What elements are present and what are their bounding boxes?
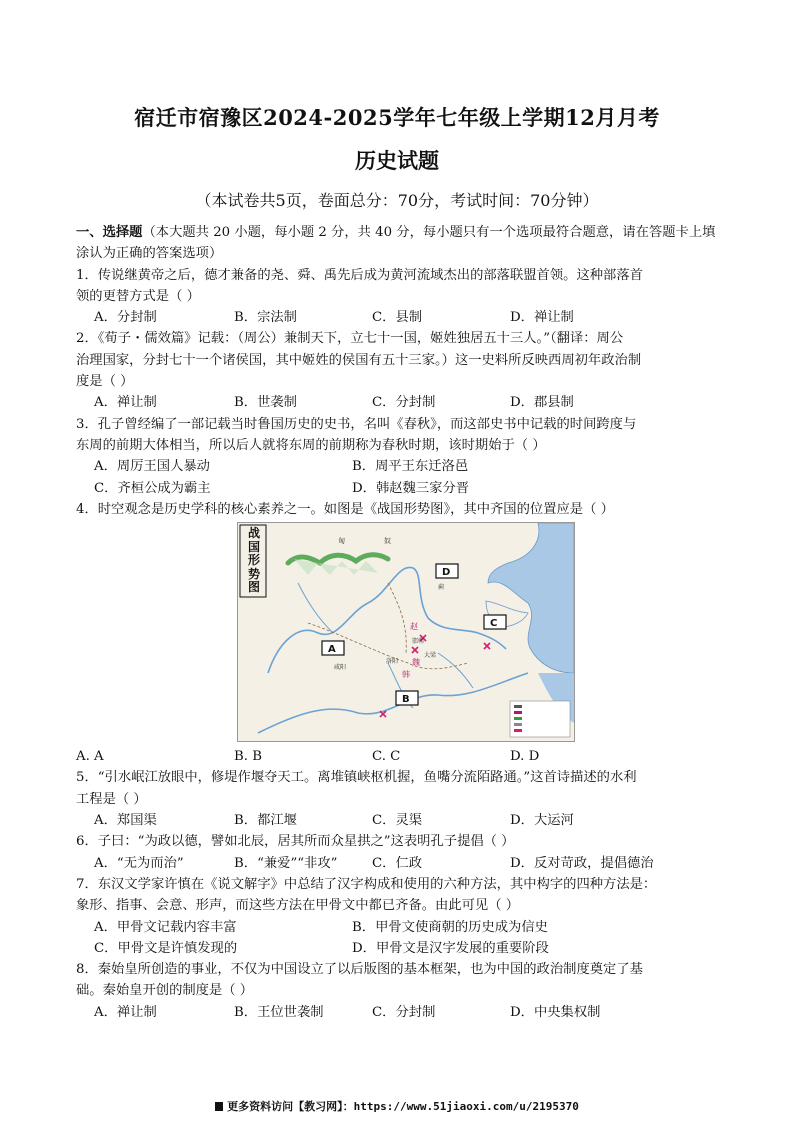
question-8-line-1: 8．秦始皇所创造的事业，不仅为中国设立了以后版图的基本框架，也为中国的政治制度奠定了基 bbox=[76, 962, 643, 978]
warring-states-map bbox=[237, 522, 575, 742]
subject-title: 历史试题 bbox=[355, 148, 439, 173]
option-d[interactable]: D．大运河 bbox=[510, 813, 574, 829]
city-luoyang: 洛阳 bbox=[386, 658, 399, 666]
option-a[interactable]: A．禅让制 bbox=[94, 1004, 157, 1020]
question-5-line-2: 工程是（ ） bbox=[76, 791, 147, 807]
question-3-options-row-2 bbox=[76, 478, 722, 499]
option-b[interactable]: B．甲骨文使商朝的历史成为信史 bbox=[352, 919, 548, 935]
option-b[interactable]: B．周平王东迁洛邑 bbox=[352, 459, 469, 475]
exam-title: 宿迁市宿豫区2024-2025学年七年级上学期12月月考 bbox=[134, 105, 660, 130]
question-4-line-1: 4．时空观念是历史学科的核心素养之一。如图是《战国形势图》，其中齐国的位置应是（ ） bbox=[76, 501, 614, 517]
city-handan: 邯郸 bbox=[412, 638, 425, 646]
question-6-line-1: 6．子曰：“为政以德，譬如北辰，居其所而众星拱之”这表明孔子提倡（ ） bbox=[76, 834, 515, 850]
question-7-options-row-1 bbox=[76, 917, 722, 938]
map-title-char: 形 bbox=[247, 553, 260, 568]
svg-text:D: D bbox=[442, 567, 451, 579]
option-b[interactable]: B．世袭制 bbox=[234, 395, 297, 411]
place-zhao: 赵 bbox=[410, 622, 418, 632]
box-b bbox=[396, 691, 418, 705]
map-title-char: 国 bbox=[247, 539, 260, 554]
option-a[interactable]: A．周厉王国人暴动 bbox=[94, 459, 210, 475]
question-1-line-1: 1．传说继黄帝之后，德才兼备的尧、舜、禹先后成为黄河流域杰出的部落联盟首领。这种部落首 bbox=[76, 267, 643, 283]
option-b[interactable]: B．王位世袭制 bbox=[234, 1004, 324, 1020]
question-5-options bbox=[76, 810, 722, 831]
section-heading: 一、选择题 bbox=[76, 225, 143, 240]
option-b[interactable]: B．都江堰 bbox=[234, 813, 297, 829]
question-3-line-2: 东周的前期大体相当，所以后人就将东周的前期称为春秋时期，该时期始于（ ） bbox=[76, 437, 546, 453]
map-title-char: 势 bbox=[247, 566, 260, 581]
footer bbox=[0, 1098, 794, 1114]
svg-text:B: B bbox=[402, 694, 410, 706]
question-3-options-row-1 bbox=[76, 456, 722, 477]
state-border-2 bbox=[388, 583, 406, 653]
river-branch-3 bbox=[438, 653, 473, 688]
river-branch bbox=[298, 583, 333, 633]
exam-info: （本试卷共5页，卷面总分：70分，考试时间：70分钟） bbox=[195, 191, 599, 210]
question-8-options bbox=[76, 1002, 722, 1023]
question-area bbox=[76, 222, 722, 1023]
option-d[interactable]: D．反对苛政，提倡德治 bbox=[510, 855, 654, 871]
footer-link[interactable]: 更多资料访问【教习网】：https://www.51jiaoxi.com/u/2195370 bbox=[227, 1100, 579, 1113]
option-d[interactable]: D．禅让制 bbox=[510, 310, 574, 326]
option-c[interactable]: C．仁政 bbox=[372, 855, 423, 871]
option-a[interactable]: A. A bbox=[76, 749, 104, 765]
question-1-line-2: 领的更替方式是（ ） bbox=[76, 288, 200, 304]
box-c bbox=[484, 615, 506, 629]
question-4-options bbox=[76, 746, 722, 767]
question-3-line-1: 3．孔子曾经编了一部记载当时鲁国历史的史书，名叫《春秋》，而这部史书中记载的时间跨度与 bbox=[76, 416, 637, 432]
city-daliang: 大梁 bbox=[424, 652, 437, 660]
option-a[interactable]: A．甲骨文记载内容丰富 bbox=[94, 919, 237, 935]
option-c[interactable]: C．分封制 bbox=[372, 395, 436, 411]
question-5-line-1: 5．“引水岷江放眼中，修堤作堰夺天工。离堆镇峡枢机握，鱼嘴分流陌路通。”这首诗描述的水利 bbox=[76, 770, 637, 786]
question-2-line-2: 治理国家，分封七十一个诸侯国，其中姬姓的侯国有五十三家。）这一史料所反映西周初年政治制 bbox=[76, 352, 642, 368]
question-2-line-3: 度是（ ） bbox=[76, 374, 134, 390]
option-b[interactable]: B. B bbox=[234, 749, 262, 765]
label-xiongnu-1: 匈 bbox=[338, 537, 345, 546]
option-a[interactable]: A．禅让制 bbox=[94, 395, 157, 411]
option-d[interactable]: D．甲骨文是汉字发展的重要阶段 bbox=[352, 940, 549, 956]
option-c[interactable]: C．灵渠 bbox=[372, 813, 423, 829]
map-title bbox=[244, 527, 264, 595]
place-wei: 魏 bbox=[412, 658, 420, 668]
option-a[interactable]: A．郑国渠 bbox=[94, 813, 157, 829]
map-container bbox=[76, 522, 722, 744]
svg-text:A: A bbox=[328, 644, 336, 656]
question-7-options-row-2 bbox=[76, 938, 722, 959]
option-c[interactable]: C．齐桓公成为霸主 bbox=[94, 480, 211, 496]
map-title-char: 图 bbox=[247, 580, 260, 595]
option-d[interactable]: D．郡县制 bbox=[510, 395, 574, 411]
question-1-options bbox=[76, 307, 722, 328]
flag-icon bbox=[215, 1102, 223, 1111]
place-han: 韩 bbox=[402, 670, 410, 680]
option-d[interactable]: D．韩赵魏三家分晋 bbox=[352, 480, 470, 496]
section-instructions: （本大题共 20 小题，每小题 2 分，共 40 分，每小题只有一个选项最符合题意，请在答题卡上填涂认为正确的答案选项） bbox=[76, 225, 716, 262]
option-a[interactable]: A．分封制 bbox=[94, 310, 157, 326]
option-d[interactable]: D. D bbox=[510, 749, 540, 765]
option-b[interactable]: B．宗法制 bbox=[234, 310, 297, 326]
option-d[interactable]: D．中央集权制 bbox=[510, 1004, 601, 1020]
option-b[interactable]: B．“兼爱”“非攻” bbox=[234, 855, 338, 871]
question-6-options bbox=[76, 853, 722, 874]
section-intro bbox=[76, 222, 722, 265]
question-2-options bbox=[76, 392, 722, 413]
city-ji: 蓟 bbox=[438, 584, 445, 592]
question-7-line-1: 7．东汉文学家许慎在《说文解字》中总结了汉字构成和使用的六种方法，其中构字的四种方法是： bbox=[76, 876, 657, 892]
option-c[interactable]: C．县制 bbox=[372, 310, 423, 326]
box-a bbox=[322, 641, 344, 655]
wall-shade bbox=[294, 559, 378, 575]
option-c[interactable]: C. C bbox=[372, 749, 401, 765]
map-figure bbox=[238, 523, 574, 741]
question-2-line-1: 2．《荀子・儒效篇》记载：（周公）兼制天下，立七十一国，姬姓独居五十三人。”（翻译：周公 bbox=[76, 331, 624, 347]
map-legend bbox=[510, 701, 570, 737]
city-xianyang: 咸阳 bbox=[334, 664, 347, 672]
box-d bbox=[436, 564, 458, 578]
question-8-line-2: 础。秦始皇开创的制度是（ ） bbox=[76, 983, 254, 999]
question-7-line-2: 象形、指事、会意、形声，而这些方法在甲骨文中都已齐备。由此可见（ ） bbox=[76, 898, 520, 914]
option-a[interactable]: A．“无为而治” bbox=[94, 855, 184, 871]
svg-text:C: C bbox=[490, 618, 498, 630]
yangtze-river bbox=[258, 673, 528, 733]
map-title-char: 战 bbox=[247, 526, 260, 541]
label-xiongnu-2: 奴 bbox=[384, 537, 391, 546]
sea-area bbox=[488, 523, 574, 673]
option-c[interactable]: C．分封制 bbox=[372, 1004, 436, 1020]
option-c[interactable]: C．甲骨文是许慎发现的 bbox=[94, 940, 238, 956]
